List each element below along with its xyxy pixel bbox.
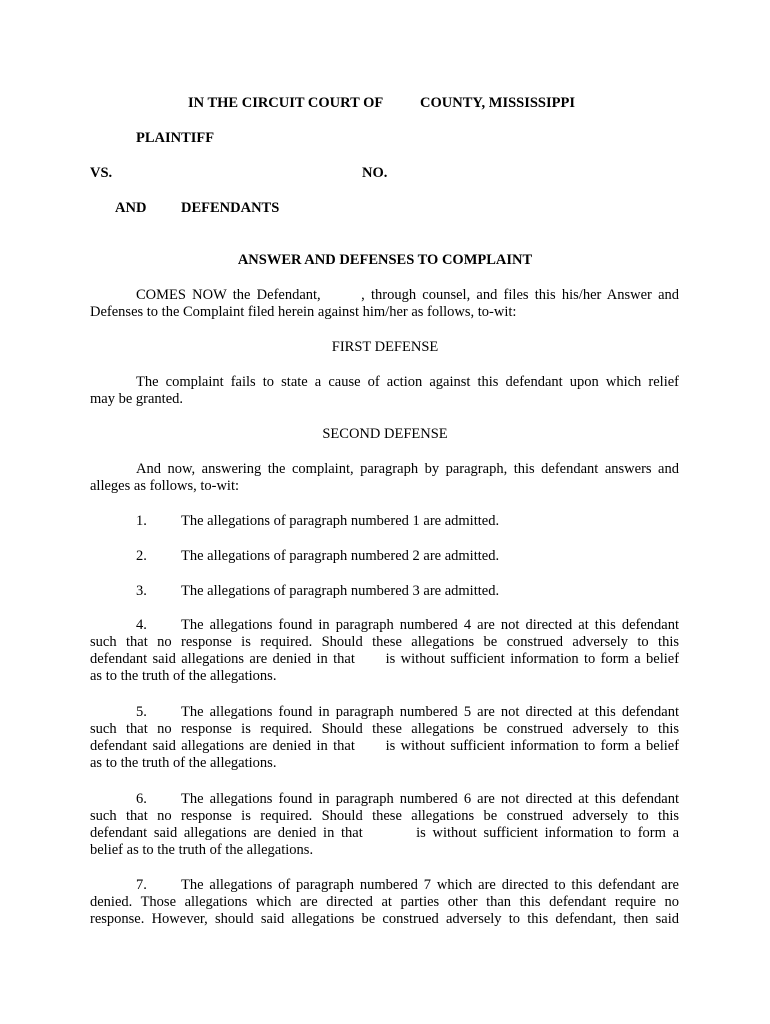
court-name-suffix: COUNTY, MISSISSIPPI [420,95,575,111]
intro-line-1 [90,287,679,304]
paragraph-1-text: The allegations of paragraph numbered 1 are admitted. [181,513,500,529]
paragraph-6-line-3-a: defendant said allegations are denied in that [90,825,363,841]
paragraph-4-line-1: The allegations found in paragraph numbered 4 are not directed at this defendant [181,617,679,633]
document-title: ANSWER AND DEFENSES TO COMPLAINT [237,252,533,268]
defendants-label: DEFENDANTS [181,200,280,216]
paragraph-6-line-4: belief as to the truth of the allegations. [90,842,314,858]
paragraph-5-line-4: as to the truth of the allegations. [90,755,277,771]
paragraph-7-number: 7. [136,877,147,893]
paragraph-6-line-2: such that no response is required. Should these allegations be construed adversely to this [90,808,679,824]
paragraph-7-line-1: The allegations of paragraph numbered 7 which are directed to this defendant are [181,877,679,893]
paragraph-5-number: 5. [136,704,147,720]
paragraph-2-number: 2. [136,548,147,564]
paragraph-1-number: 1. [136,513,147,529]
paragraph-5-line-3 [90,738,679,755]
intro-line-2: Defenses to the Complaint filed herein against him/her as follows, to-wit: [90,304,517,320]
plaintiff-label: PLAINTIFF [136,130,215,146]
second-defense-line-1: And now, answering the complaint, paragraph by paragraph, this defendant answers and [136,461,679,477]
paragraph-5-line-3-b: is without sufficient information to form a belief [385,738,679,754]
paragraph-5-line-2: such that no response is required. Should these allegations be construed adversely to this [90,721,679,737]
paragraph-5-line-3-a: defendant said allegations are denied in that [90,738,355,754]
first-defense-line-1: The complaint fails to state a cause of action against this defendant upon which relief [136,374,679,390]
paragraph-6-line-3-b: is without sufficient information to form a [416,825,679,841]
paragraph-2-text: The allegations of paragraph numbered 2 are admitted. [181,548,500,564]
paragraph-4-line-3 [90,651,679,668]
court-name-prefix: IN THE CIRCUIT COURT OF [188,95,384,111]
paragraph-7-line-2: denied. Those allegations which are directed at parties other than this defendant require no [90,894,679,910]
paragraph-3-number: 3. [136,583,147,599]
paragraph-6-number: 6. [136,791,147,807]
paragraph-4-number: 4. [136,617,147,633]
paragraph-4-line-2: such that no response is required. Should these allegations be construed adversely to this [90,634,679,650]
paragraph-6-line-1: The allegations found in paragraph numbered 6 are not directed at this defendant [181,791,679,807]
paragraph-4-line-4: as to the truth of the allegations. [90,668,277,684]
paragraph-4-line-3-a: defendant said allegations are denied in that [90,651,355,667]
paragraph-3-text: The allegations of paragraph numbered 3 are admitted. [181,583,500,599]
intro-text-a: COMES NOW the Defendant, [136,287,321,303]
paragraph-6-line-3 [90,825,679,842]
and-label: AND [115,200,147,216]
second-defense-line-2: alleges as follows, to-wit: [90,478,240,494]
versus-label: VS. [90,165,113,181]
first-defense-line-2: may be granted. [90,391,184,407]
paragraph-5-line-1: The allegations found in paragraph numbered 5 are not directed at this defendant [181,704,679,720]
second-defense-heading: SECOND DEFENSE [322,426,448,442]
paragraph-4-line-3-b: is without sufficient information to form a belief [385,651,679,667]
first-defense-heading: FIRST DEFENSE [331,339,439,355]
case-number-label: NO. [362,165,388,181]
intro-text-b: , through counsel, and files this his/her Answer and [361,287,679,303]
paragraph-7-line-3: response. However, should said allegations be construed adversely to this defendant, then said [90,911,679,927]
